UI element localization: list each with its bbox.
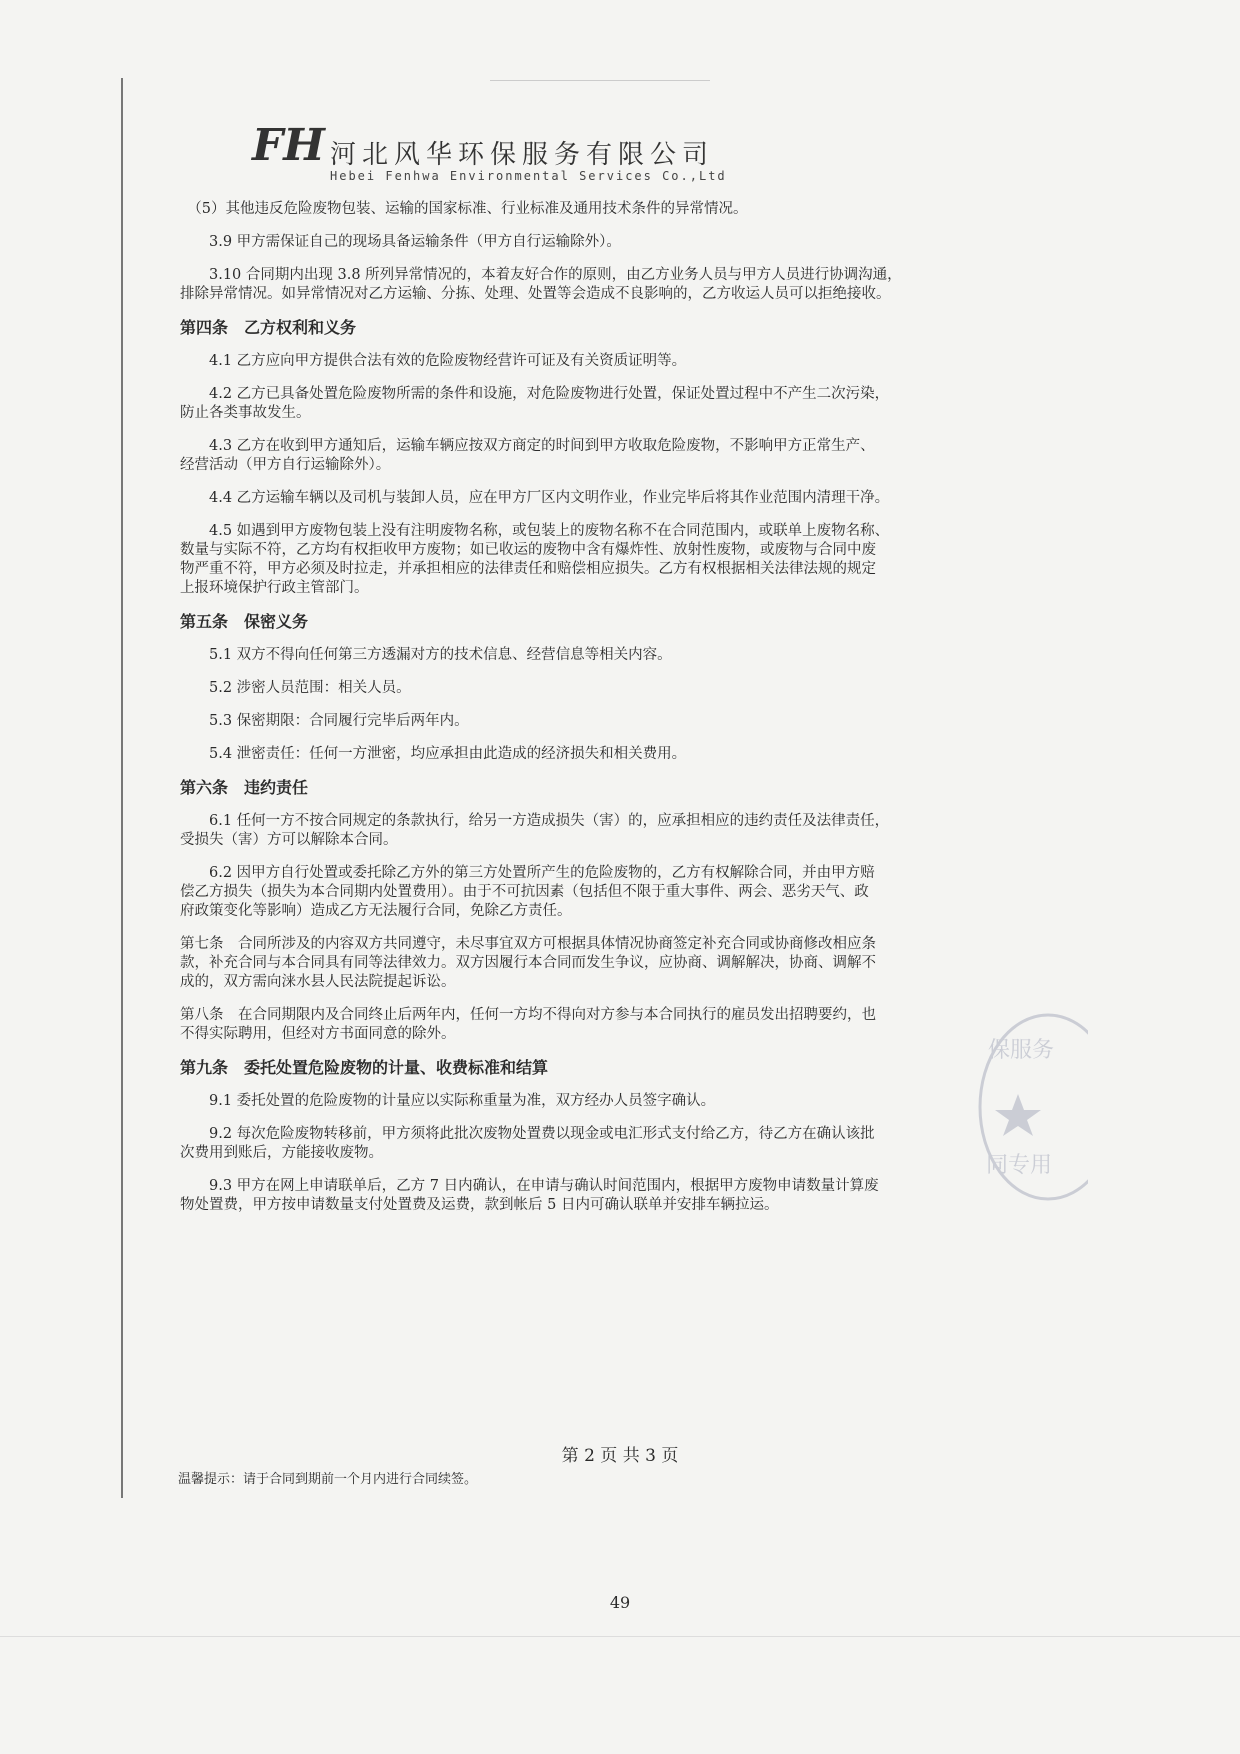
text-line: 次费用到账后，方能接收废物。 <box>180 1145 383 1161</box>
company-seal-stamp <box>978 1012 1088 1202</box>
text-line: 5.4 泄密责任：任何一方泄密，均应承担由此造成的经济损失和相关费用。 <box>180 746 687 762</box>
text-line: 5.3 保密期限：合同履行完毕后两年内。 <box>180 713 469 729</box>
paragraph <box>180 1092 985 1111</box>
text-line: 第五条 保密义务 <box>180 612 309 631</box>
text-line: 排除异常情况。如异常情况对乙方运输、分拣、处理、处置等会造成不良影响的，乙方收运人员可以拒绝接收。 <box>180 286 891 302</box>
article-heading <box>180 1058 985 1078</box>
paragraph <box>180 745 985 764</box>
text-line: 4.1 乙方应向甲方提供合法有效的危险废物经营许可证及有关资质证明等。 <box>180 353 687 369</box>
article-heading <box>180 778 985 798</box>
renewal-reminder: 温馨提示：请于合同到期前一个月内进行合同续签。 <box>178 1472 478 1487</box>
text-line: 第四条 乙方权利和义务 <box>180 318 357 337</box>
paragraph <box>180 864 985 921</box>
text-line: 6.2 因甲方自行处置或委托除乙方外的第三方处置所产生的危险废物的，乙方有权解除合同，并由甲方赔 <box>180 865 875 881</box>
company-logo <box>250 118 330 170</box>
paragraph <box>180 646 985 665</box>
company-name-en: Hebei Fenhwa Environmental Services Co.,Ltd <box>330 169 727 183</box>
text-line: 9.1 委托处置的危险废物的计量应以实际称重量为准，双方经办人员签字确认。 <box>180 1093 716 1109</box>
text-line: 受损失（害）方可以解除本合同。 <box>180 832 398 848</box>
text-line: 上报环境保护行政主管部门。 <box>180 580 369 596</box>
paragraph <box>180 1006 985 1044</box>
text-line: 4.3 乙方在收到甲方通知后，运输车辆应按双方商定的时间到甲方收取危险废物，不影响甲方正常生产、 <box>180 438 875 454</box>
text-line: 第八条 在合同期限内及合同终止后两年内，任何一方均不得向对方参与本合同执行的雇员发出招聘要约，也 <box>180 1007 876 1023</box>
text-line: 3.10 合同期内出现 3.8 所列异常情况的，本着友好合作的原则，由乙方业务人员与甲方人员进行协调沟通， <box>180 267 902 283</box>
text-line: 3.9 甲方需保证自己的现场具备运输条件（甲方自行运输除外）。 <box>180 234 621 250</box>
page-number: 49 <box>609 1593 631 1612</box>
text-line: 第七条 合同所涉及的内容双方共同遵守，未尽事宜双方可根据具体情况协商签定补充合同或协商修改相应条 <box>180 936 876 952</box>
text-line: 款，补充合同与本合同具有同等法律效力。双方因履行本合同而发生争议，应协商、调解解决，协商、调解不 <box>180 955 876 971</box>
paragraph <box>180 233 985 252</box>
paragraph <box>180 200 985 219</box>
text-line: 数量与实际不符，乙方均有权拒收甲方废物；如已收运的废物中含有爆炸性、放射性废物，或废物与合同中废 <box>180 542 876 558</box>
svg-text:同专用: 同专用 <box>986 1153 1053 1178</box>
text-line: 防止各类事故发生。 <box>180 405 311 421</box>
text-line: 9.2 每次危险废物转移前，甲方须将此批次废物处置费以现金或电汇形式支付给乙方，待乙方在确认该批 <box>180 1126 875 1142</box>
paragraph <box>180 385 985 423</box>
paragraph <box>180 1177 985 1215</box>
text-line: 5.1 双方不得向任何第三方透漏对方的技术信息、经营信息等相关内容。 <box>180 647 672 663</box>
article-heading <box>180 318 985 338</box>
text-line: 不得实际聘用，但经对方书面同意的除外。 <box>180 1026 456 1042</box>
paragraph <box>180 489 985 508</box>
text-line: 府政策变化等影响）造成乙方无法履行合同，免除乙方责任。 <box>180 903 572 919</box>
page-indicator: 第 2 页 共 3 页 <box>561 1446 679 1466</box>
article-heading <box>180 612 985 632</box>
text-line: 9.3 甲方在网上申请联单后，乙方 7 日内确认，在申请与确认时间范围内，根据甲方废物申请数量计算废 <box>180 1178 879 1194</box>
paragraph <box>180 712 985 731</box>
paragraph <box>180 679 985 698</box>
text-line: 6.1 任何一方不按合同规定的条款执行，给另一方造成损失（害）的，应承担相应的违约责任及法律责任， <box>180 813 890 829</box>
svg-text:保服务: 保服务 <box>988 1038 1055 1063</box>
company-name-cn: 河北风华环保服务有限公司 <box>330 140 715 170</box>
scan-bottom-line <box>0 1636 1240 1637</box>
text-line: 4.4 乙方运输车辆以及司机与装卸人员，应在甲方厂区内文明作业，作业完毕后将其作业范围内清理干净。 <box>180 490 890 506</box>
text-line: 5.2 涉密人员范围：相关人员。 <box>180 680 411 696</box>
text-line: 第九条 委托处置危险废物的计量、收费标准和结算 <box>180 1058 549 1077</box>
paragraph <box>180 1125 985 1163</box>
text-line: 第六条 违约责任 <box>180 778 309 797</box>
text-line: （5）其他违反危险废物包装、运输的国家标准、行业标准及通用技术条件的异常情况。 <box>180 201 748 217</box>
paragraph <box>180 266 985 304</box>
text-line: 经营活动（甲方自行运输除外）。 <box>180 457 391 473</box>
contract-body <box>180 200 985 1229</box>
scan-margin-line <box>121 78 123 1498</box>
text-line: 物严重不符，甲方必须及时拉走，并承担相应的法律责任和赔偿相应损失。乙方有权根据相关法律法规的规定 <box>180 561 876 577</box>
text-line: 4.5 如遇到甲方废物包装上没有注明废物名称，或包装上的废物名称不在合同范围内，或联单上废物名称、 <box>180 523 890 539</box>
seal-star-icon <box>995 1094 1041 1136</box>
text-line: 物处置费，甲方按申请数量支付处置费及运费，款到帐后 5 日内可确认联单并安排车辆拉运。 <box>180 1197 779 1213</box>
paragraph <box>180 522 985 598</box>
svg-text:FH: FH <box>252 120 325 170</box>
paragraph <box>180 352 985 371</box>
text-line: 成的，双方需向涞水县人民法院提起诉讼。 <box>180 974 456 990</box>
paragraph <box>180 437 985 475</box>
text-line: 偿乙方损失（损失为本合同期内处置费用）。由于不可抗因素（包括但不限于重大事件、两会、恶劣天气、政 <box>180 884 869 900</box>
scan-top-line <box>490 80 710 81</box>
text-line: 4.2 乙方已具备处置危险废物所需的条件和设施，对危险废物进行处置，保证处置过程中不产生二次污染， <box>180 386 890 402</box>
paragraph <box>180 935 985 992</box>
paragraph <box>180 812 985 850</box>
